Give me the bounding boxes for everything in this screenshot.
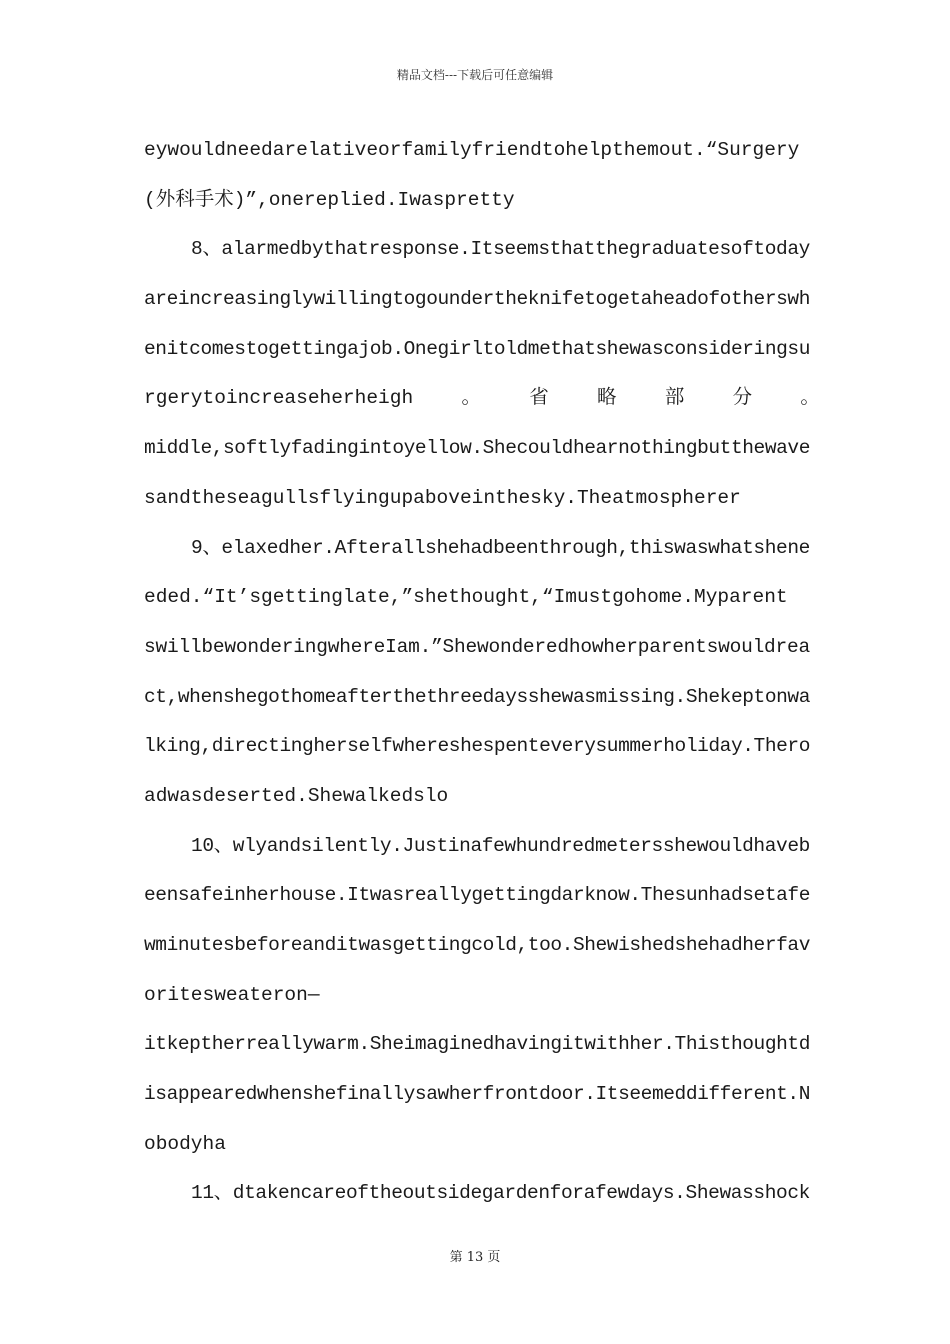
text-line: eywouldneedarelativeorfamilyfriendtohelpthemout.“Surgery xyxy=(144,139,800,161)
omitted-char: 分 xyxy=(732,387,753,410)
text-line: lking,directingherselfwhereshespenteverysummerholiday.Thero xyxy=(144,735,810,758)
paragraph-11-start: 11、dtakencareoftheoutsidegardenforafewdays.Shewasshock xyxy=(191,1182,810,1205)
text-line: (外科手术)”,onereplied.Iwaspretty xyxy=(144,188,515,211)
text-line: ct,whenshegothomeafterthethreedaysshewasmissing.Shekeptonwa xyxy=(144,685,810,708)
omitted-section-line xyxy=(144,374,820,424)
page-header: 精品文档---下载后可任意编辑 xyxy=(396,68,554,82)
paragraph-8-start: 8、alarmedbythatresponse.Itseemsthatthegraduatesoftoday xyxy=(191,238,810,261)
document-body xyxy=(144,126,820,1219)
paragraph-10-start: 10、wlyandsilently.Justinafewhundredmetersshewouldhaveb xyxy=(191,834,810,857)
text-line: eensafeinherhouse.Itwasreallygettingdarknow.Thesunhadsetafe xyxy=(144,884,810,907)
omitted-char: 略 xyxy=(597,387,617,410)
text-line: adwasdeserted.Shewalkedslo xyxy=(144,784,449,807)
omitted-line-prefix: rgerytoincreaseherheigh xyxy=(144,387,414,410)
omitted-char: 部 xyxy=(664,387,685,410)
text-line: areincreasinglywillingtogoundertheknifetogetaheadofotherswh xyxy=(144,288,810,311)
text-line: isappearedwhenshefinallysawherfrontdoor.Itseemeddifferent.N xyxy=(144,1083,810,1106)
text-line: itkeptherreallywarm.Sheimaginedhavingitwithher.Thisthoughtd xyxy=(144,1033,810,1056)
text-line: middle,softlyfadingintoyellow.Shecouldhearnothingbutthewave xyxy=(144,437,810,460)
text-line: obodyha xyxy=(144,1132,226,1155)
omitted-char: 省 xyxy=(529,387,549,410)
text-line: enitcomestogettingajob.Onegirltoldmethatshewasconsideringsu xyxy=(144,337,810,360)
text-line: eded.“It’sgettinglate,”shethought,“Imustgohome.Myparent xyxy=(144,586,788,609)
paragraph-9-start: 9、elaxedher.Afterallshehadbeenthrough,thiswaswhatshene xyxy=(191,536,810,559)
text-line: wminutesbeforeanditwasgettingcold,too.Shewishedshehadherfav xyxy=(144,934,810,956)
text-line: oritesweateron— xyxy=(144,983,320,1006)
page-number: 第 13 页 xyxy=(449,1250,501,1265)
text-line: sandtheseagullsflyingupaboveinthesky.Theatmospherer xyxy=(144,486,741,509)
omitted-char: 。 xyxy=(461,387,481,410)
text-line: swillbewonderingwhereIam.”Shewonderedhowherparentswouldrea xyxy=(144,635,810,658)
omitted-char: 。 xyxy=(800,387,820,410)
